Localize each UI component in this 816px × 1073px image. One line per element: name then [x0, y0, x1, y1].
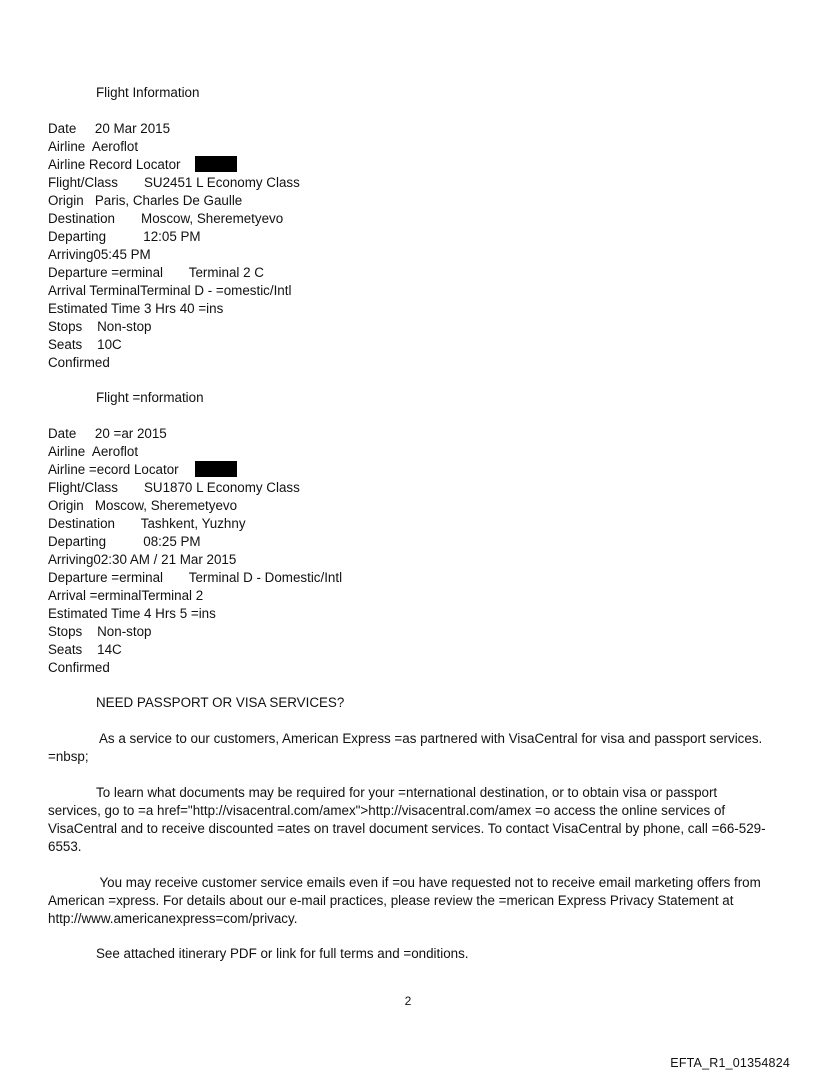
visa-heading: NEED PASSPORT OR VISA SERVICES? — [96, 695, 345, 710]
email-paragraph: You may receive customer service emails even if =ou have requested not to receive email marketing offers from American =xpress. For details about our e-mail practices, please review the =merican Express Privacy Statement at http://www.americanexpress=com/privacy. — [48, 875, 761, 926]
flight2-departing: Departing 08:25 PM — [48, 534, 201, 549]
page-number: 2 — [404, 994, 412, 1008]
flight1-arrival-terminal: Arrival TerminalTerminal D - =omestic/Intl — [48, 283, 292, 298]
flight2-date: Date 20 =ar 2015 — [48, 426, 167, 441]
flight2-flight-class: Flight/Class SU1870 L Economy Class — [48, 480, 300, 495]
document-id-footer: EFTA_R1_01354824 — [670, 1056, 790, 1070]
flight2-locator-row — [48, 461, 237, 479]
flight2-destination: Destination Tashkent, Yuzhny — [48, 516, 246, 531]
terms-paragraph: See attached itinerary PDF or link for full terms and =onditions. — [96, 946, 469, 961]
flight2-seats: Seats 14C — [48, 642, 122, 657]
flight2-arriving: Arriving02:30 AM / 21 Mar 2015 — [48, 552, 237, 567]
flight2-arrival-terminal: Arrival =erminalTerminal 2 — [48, 588, 204, 603]
flight1-destination: Destination Moscow, Sheremetyevo — [48, 211, 284, 226]
flight1-locator-label: Airline Record Locator — [48, 157, 181, 172]
flight2-departure-terminal: Departure =erminal Terminal D - Domestic/Intl — [48, 570, 343, 585]
flight2-locator-label: Airline =ecord Locator — [48, 462, 179, 477]
redaction-box — [195, 461, 237, 477]
flight2-stops: Stops Non-stop — [48, 624, 152, 639]
flight2-airline: Airline Aeroflot — [48, 444, 139, 459]
flight1-stops: Stops Non-stop — [48, 319, 152, 334]
redaction-box — [195, 156, 237, 172]
flight2-heading: Flight =nformation — [96, 390, 204, 405]
flight1-locator-row — [48, 156, 237, 174]
visa-paragraph-1: As a service to our customers, American Express =as partnered with VisaCentral for visa and passport services. =nbsp; — [48, 731, 763, 764]
flight1-arriving: Arriving05:45 PM — [48, 247, 151, 262]
flight1-origin: Origin Paris, Charles De Gaulle — [48, 193, 243, 208]
visa-paragraph-2: To learn what documents may be required for your =nternational destination, or to obtain visa or passport services, go to =a href="http://visacentral.com/amex">http://visacentral.com/amex =o access the online services of VisaCentral and to receive discounted =ates on travel document services. To contact VisaCentral by phone, call =66-529-6553. — [48, 785, 766, 854]
flight1-date: Date 20 Mar 2015 — [48, 121, 171, 136]
flight2-estimated-time: Estimated Time 4 Hrs 5 =ins — [48, 606, 216, 621]
flight1-airline: Airline Aeroflot — [48, 139, 139, 154]
flight1-departure-terminal: Departure =erminal Terminal 2 C — [48, 265, 264, 280]
flight2-status: Confirmed — [48, 660, 110, 675]
flight1-status: Confirmed — [48, 355, 110, 370]
flight1-seats: Seats 10C — [48, 337, 122, 352]
flight1-estimated-time: Estimated Time 3 Hrs 40 =ins — [48, 301, 224, 316]
flight2-origin: Origin Moscow, Sheremetyevo — [48, 498, 238, 513]
flight1-flight-class: Flight/Class SU2451 L Economy Class — [48, 175, 300, 190]
flight1-heading: Flight Information — [96, 85, 200, 100]
flight1-departing: Departing 12:05 PM — [48, 229, 201, 244]
